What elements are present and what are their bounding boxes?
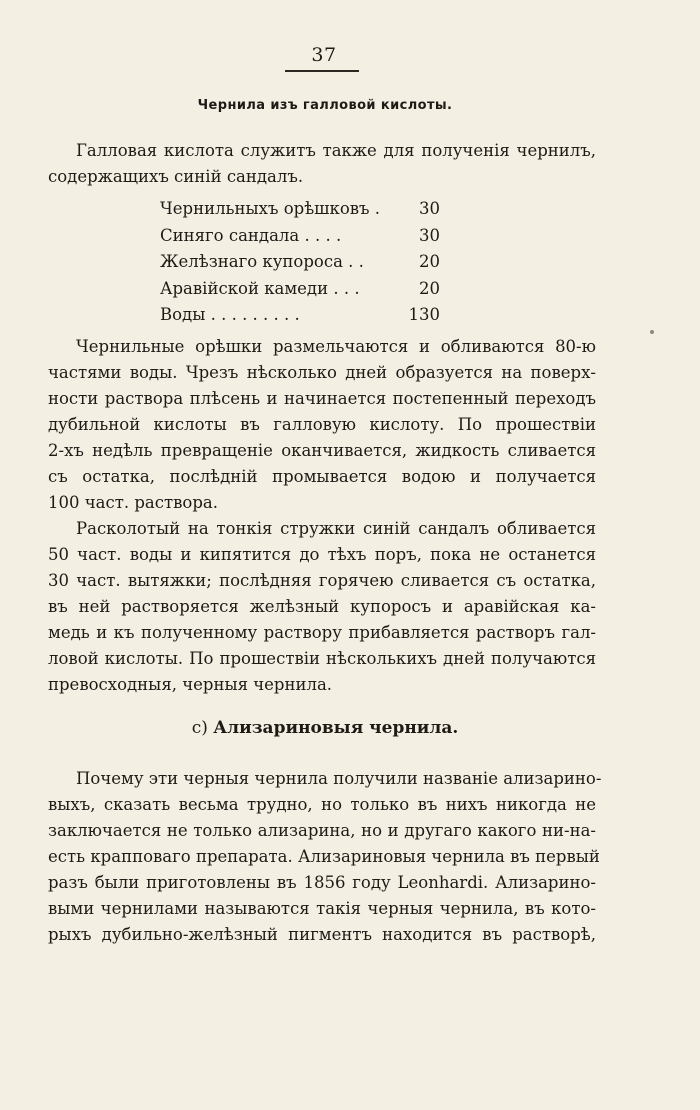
text-line: 100 част. раствора. — [48, 493, 218, 512]
subsection-heading — [0, 718, 650, 738]
ingredient-quantity: 30 — [419, 225, 440, 245]
paragraph-sandal — [48, 516, 596, 698]
ingredient-name: Воды . . . . . . . . . — [160, 305, 300, 324]
ingredient-quantity: 20 — [419, 278, 440, 298]
subsection-title: Ализариновыя чернила. — [213, 718, 459, 738]
ingredient-quantity: 20 — [419, 252, 440, 271]
ingredient-name: Синяго сандала . . . . — [160, 225, 342, 245]
text-line: содержащихъ синій сандалъ. — [48, 167, 304, 186]
text-line: выми чернилами называются такія черныя чернила, въ кото- — [48, 899, 596, 918]
text-line: въ ней растворяется желѣзный купоросъ и аравійская ка- — [48, 597, 596, 616]
recipe-row — [160, 302, 440, 329]
text-line: 30 част. вытяжки; послѣдняя горячею сливается съ остатка, — [48, 571, 596, 590]
print-speck — [650, 330, 654, 334]
section-heading: Чернила изъ галловой кислоты. — [197, 98, 453, 113]
recipe-row — [160, 276, 440, 303]
text-line: рыхъ дубильно-желѣзный пигментъ находится въ растворѣ, — [48, 925, 596, 944]
text-line: выхъ, сказать весьма трудно, но только въ нихъ никогда не — [48, 795, 596, 814]
text-line: дубильной кислоты въ галловую кислоту. По прошествіи — [48, 415, 596, 434]
ingredient-name: Аравійской камеди . . . — [160, 278, 360, 298]
text-line: 50 част. воды и кипятится до тѣхъ поръ, пока не останется — [48, 545, 596, 564]
intro-paragraph — [48, 138, 596, 190]
ingredient-quantity: 130 — [408, 305, 440, 324]
recipe-row — [160, 196, 440, 223]
text-line: разъ были приготовлены въ 1856 году Leonhardi. Ализарино- — [48, 873, 596, 892]
text-line: Чернильные орѣшки размельчаются и обливаются 80-ю — [76, 337, 596, 356]
paragraph-alizarin — [48, 766, 602, 948]
ingredient-quantity: 30 — [419, 199, 440, 218]
ingredient-name: Чернильныхъ орѣшковъ . — [160, 199, 381, 218]
subsection-letter: c) — [191, 718, 208, 738]
text-line: медь и къ полученному раствору прибавляется растворъ гал- — [48, 623, 596, 642]
text-line: съ остатка, послѣдній промывается водою и получается — [48, 467, 596, 486]
text-line: ности раствора плѣсень и начинается постепенный переходъ — [48, 389, 596, 408]
text-line: есть крапповаго препарата. Ализариновыя чернила въ первый — [48, 847, 600, 866]
ingredient-name: Желѣзнаго купороса . . — [160, 252, 364, 271]
text-line: Расколотый на тонкія стружки синій сандалъ обливается — [76, 519, 596, 538]
text-line: заключается не только ализарина, но и другаго какого ни-на- — [48, 821, 596, 840]
page-number: 37 — [311, 44, 337, 66]
text-line: Галловая кислота служитъ также для полученія чернилъ, — [76, 141, 596, 160]
text-line: ловой кислоты. По прошествіи нѣсколькихъ дней получаются — [48, 649, 596, 668]
recipe-row — [160, 223, 440, 250]
paragraph-preparation — [48, 334, 596, 516]
page-number-rule — [285, 70, 359, 72]
recipe-row — [160, 249, 440, 276]
text-line: 2-хъ недѣль превращеніе оканчивается, жидкость сливается — [48, 441, 596, 460]
text-line: частями воды. Чрезъ нѣсколько дней образуется на поверх- — [48, 363, 596, 382]
text-line: превосходныя, черныя чернила. — [48, 675, 333, 694]
text-line: Почему эти черныя чернила получили названіе ализарино- — [76, 769, 602, 788]
recipe-list — [160, 196, 440, 329]
